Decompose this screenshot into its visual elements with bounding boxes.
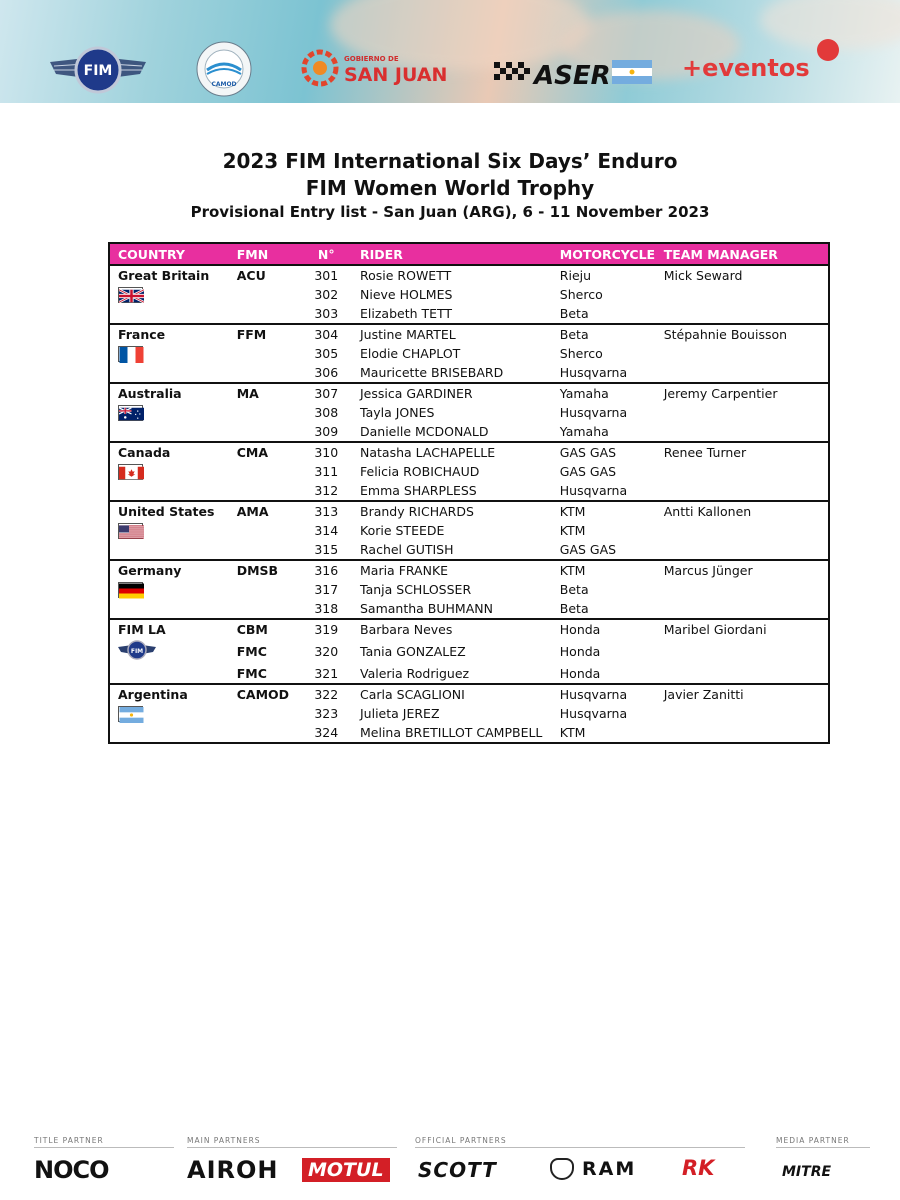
table-row <box>109 704 829 723</box>
team-manager-cell: Mick Seward <box>658 265 829 285</box>
rider-name-cell: Felicia ROBICHAUD <box>360 464 480 479</box>
media-partner-section <box>776 1136 870 1148</box>
entry-number-cell: 314 <box>314 523 339 538</box>
team-manager-cell <box>658 723 829 743</box>
rider-name-cell: Elodie CHAPLOT <box>360 346 461 361</box>
country-cell <box>109 664 229 684</box>
team-manager-cell <box>658 580 829 599</box>
rider-name-cell: Justine MARTEL <box>352 324 554 344</box>
motorcycle-cell: Husqvarna <box>559 365 628 380</box>
svg-text:+eventos: +eventos <box>682 54 810 82</box>
country-cell: Great Britain <box>109 265 229 285</box>
motorcycle-cell: Honda <box>559 666 601 681</box>
svg-text:CAMOD: CAMOD <box>211 81 237 88</box>
fmn-cell: FFM <box>229 324 301 344</box>
fmn-cell <box>229 462 301 481</box>
rider-name-cell: Melina BRETILLOT CAMPBELL <box>360 725 543 740</box>
motorcycle-cell: Yamaha <box>559 424 609 439</box>
table-row <box>109 304 829 324</box>
motorcycle-cell: KTM <box>554 560 658 580</box>
scott-logo: SCOTT <box>418 1158 497 1182</box>
table-header-row <box>109 243 829 265</box>
table-row <box>109 285 829 304</box>
fmn-cell: CMA <box>229 442 301 462</box>
fmn-cell: MA <box>229 383 301 403</box>
fim-logo <box>48 44 148 96</box>
col-header-fmn: FMN <box>229 243 301 265</box>
rider-name-cell: Barbara Neves <box>352 619 554 639</box>
col-header-number: N° <box>301 243 352 265</box>
entry-number-cell: 319 <box>301 619 352 639</box>
country-cell <box>109 344 229 363</box>
rider-name-cell: Tanja SCHLOSSER <box>360 582 472 597</box>
rider-name-cell: Emma SHARPLESS <box>360 483 477 498</box>
fmn-cell <box>229 723 301 743</box>
rider-name-cell: Rosie ROWETT <box>352 265 554 285</box>
fimla-flag-icon <box>118 639 156 664</box>
entry-number-cell: 302 <box>314 287 339 302</box>
country-cell <box>109 462 229 481</box>
entry-number-cell: 305 <box>314 346 339 361</box>
country-cell <box>109 580 229 599</box>
country-cell <box>109 521 229 540</box>
official-partners-label: OFFICIAL PARTNERS <box>415 1136 745 1148</box>
table-row <box>109 501 829 521</box>
table-row <box>109 560 829 580</box>
fmn-cell <box>229 344 301 363</box>
motorcycle-cell: Rieju <box>554 265 658 285</box>
team-manager-cell: Renee Turner <box>658 442 829 462</box>
country-cell: France <box>109 324 229 344</box>
fmn-cell: CBM <box>229 619 301 639</box>
fmn-cell <box>229 580 301 599</box>
team-manager-cell: Antti Kallonen <box>658 501 829 521</box>
motorcycle-cell: KTM <box>554 501 658 521</box>
col-header-rider: RIDER <box>352 243 554 265</box>
entry-number-cell: 320 <box>314 644 339 659</box>
motorcycle-cell: Sherco <box>559 346 603 361</box>
entry-number-cell: 308 <box>314 405 339 420</box>
team-manager-cell <box>658 344 829 363</box>
entry-number-cell: 311 <box>314 464 339 479</box>
svg-text:FIM: FIM <box>83 63 113 79</box>
entry-number-cell: 316 <box>301 560 352 580</box>
entry-number-cell: 307 <box>301 383 352 403</box>
motorcycle-cell: Sherco <box>559 287 603 302</box>
rider-name-cell: Jessica GARDINER <box>352 383 554 403</box>
team-manager-cell <box>658 481 829 501</box>
entry-list-subtitle: Provisional Entry list - San Juan (ARG), 6 - 11 November 2023 <box>190 203 710 221</box>
rider-name-cell: Rachel GUTISH <box>360 542 454 557</box>
fmn-cell: FMC <box>236 666 267 681</box>
motorcycle-cell: Beta <box>559 306 589 321</box>
rider-name-cell: Nieve HOLMES <box>360 287 453 302</box>
table-row <box>109 481 829 501</box>
rider-name-cell: Valeria Rodriguez <box>360 666 470 681</box>
rider-name-cell: Carla SCAGLIONI <box>352 684 554 704</box>
col-header-motorcycle: MOTORCYCLE <box>554 243 658 265</box>
country-cell: Australia <box>109 383 229 403</box>
motorcycle-cell: Husqvarna <box>559 405 628 420</box>
title-block <box>0 148 900 222</box>
country-cell <box>109 599 229 619</box>
rider-name-cell: Natasha LACHAPELLE <box>352 442 554 462</box>
country-cell <box>109 540 229 560</box>
rider-name-cell: Tayla JONES <box>360 405 435 420</box>
entry-number-cell: 323 <box>314 706 339 721</box>
aser-logo <box>494 56 656 90</box>
entry-number-cell: 301 <box>301 265 352 285</box>
partners-footer <box>0 1136 900 1200</box>
team-manager-cell <box>658 363 829 383</box>
airoh-logo: AIROH <box>187 1156 279 1184</box>
motorcycle-cell: Beta <box>559 582 589 597</box>
ar-flag-icon <box>118 706 143 722</box>
country-cell: FIM LA <box>109 619 229 639</box>
fmn-cell <box>229 481 301 501</box>
table-row <box>109 540 829 560</box>
fmn-cell: ACU <box>229 265 301 285</box>
team-manager-cell: Jeremy Carpentier <box>658 383 829 403</box>
motorcycle-cell: Beta <box>554 324 658 344</box>
rider-name-cell: Korie STEEDE <box>360 523 445 538</box>
country-cell <box>109 304 229 324</box>
motorcycle-cell: Honda <box>559 644 601 659</box>
team-manager-cell <box>658 521 829 540</box>
table-row <box>109 521 829 540</box>
event-title: 2023 FIM International Six Days’ Enduro <box>222 149 678 173</box>
motorcycle-cell: GAS GAS <box>559 542 617 557</box>
entry-number-cell: 322 <box>301 684 352 704</box>
title-partner-label: TITLE PARTNER <box>34 1136 174 1148</box>
rider-name-cell: Samantha BUHMANN <box>360 601 493 616</box>
table-row <box>109 462 829 481</box>
col-header-country: COUNTRY <box>109 243 229 265</box>
entry-number-cell: 318 <box>314 601 339 616</box>
fmn-cell <box>229 403 301 422</box>
entry-number-cell: 313 <box>301 501 352 521</box>
fmn-cell: CAMOD <box>229 684 301 704</box>
table-row <box>109 619 829 639</box>
noco-logo: NOCO <box>34 1156 109 1184</box>
fmn-cell <box>229 540 301 560</box>
team-manager-cell <box>658 403 829 422</box>
svg-text:ASER: ASER <box>534 61 611 90</box>
entry-number-cell: 312 <box>314 483 339 498</box>
motorcycle-cell: Honda <box>554 619 658 639</box>
mitre-logo: MITRE <box>782 1164 832 1180</box>
motorcycle-cell: Husqvarna <box>554 684 658 704</box>
country-cell: United States <box>109 501 229 521</box>
motorcycle-cell: KTM <box>559 523 586 538</box>
rider-name-cell: Julieta JEREZ <box>360 706 440 721</box>
entry-list-table <box>108 242 830 744</box>
table-row <box>109 580 829 599</box>
team-manager-cell <box>658 599 829 619</box>
rider-name-cell: Elizabeth TETT <box>360 306 453 321</box>
svg-text:SAN JUAN: SAN JUAN <box>344 64 448 86</box>
fmn-cell <box>229 363 301 383</box>
table-row <box>109 442 829 462</box>
motorcycle-cell: Husqvarna <box>559 483 628 498</box>
main-partners-section <box>187 1136 397 1148</box>
team-manager-cell <box>658 664 829 684</box>
team-manager-cell <box>658 639 829 664</box>
entry-number-cell: 310 <box>301 442 352 462</box>
entries-body <box>109 265 829 743</box>
country-cell: Argentina <box>109 684 229 704</box>
country-cell <box>109 363 229 383</box>
table-row <box>109 664 829 684</box>
team-manager-cell <box>658 285 829 304</box>
motorcycle-cell: GAS GAS <box>554 442 658 462</box>
col-header-team-manager: TEAM MANAGER <box>658 243 829 265</box>
table-row <box>109 383 829 403</box>
table-row <box>109 324 829 344</box>
rider-name-cell: Tania GONZALEZ <box>360 644 466 659</box>
country-cell <box>109 481 229 501</box>
table-row <box>109 363 829 383</box>
rk-logo: RK <box>682 1156 715 1180</box>
team-manager-cell: Javier Zanitti <box>658 684 829 704</box>
table-row <box>109 422 829 442</box>
team-manager-cell: Stépahnie Bouisson <box>658 324 829 344</box>
de-flag-icon <box>118 582 143 598</box>
rider-name-cell: Mauricette BRISEBARD <box>360 365 504 380</box>
au-flag-icon <box>118 405 143 421</box>
country-cell <box>109 704 229 723</box>
trophy-title: FIM Women World Trophy <box>305 176 595 200</box>
entry-number-cell: 317 <box>314 582 339 597</box>
fr-flag-icon <box>118 346 143 362</box>
svg-text:FIM: FIM <box>130 648 144 655</box>
entry-number-cell: 324 <box>314 725 339 740</box>
fmn-cell <box>229 599 301 619</box>
entry-number-cell: 304 <box>301 324 352 344</box>
fmn-cell <box>229 285 301 304</box>
fmn-cell: FMC <box>236 644 267 659</box>
fmn-cell <box>229 521 301 540</box>
team-manager-cell <box>658 304 829 324</box>
team-manager-cell <box>658 704 829 723</box>
table-row <box>109 684 829 704</box>
ca-flag-icon <box>118 464 143 480</box>
team-manager-cell <box>658 422 829 442</box>
eventos-logo <box>682 38 842 86</box>
entry-number-cell: 309 <box>314 424 339 439</box>
country-cell <box>109 639 229 664</box>
camod-logo <box>195 40 253 98</box>
table-row <box>109 403 829 422</box>
table-row <box>109 639 829 664</box>
table-row <box>109 265 829 285</box>
team-manager-cell: Marcus Jünger <box>658 560 829 580</box>
motorcycle-cell: Yamaha <box>554 383 658 403</box>
entry-number-cell: 303 <box>314 306 339 321</box>
main-partners-label: MAIN PARTNERS <box>187 1136 397 1148</box>
table-row <box>109 599 829 619</box>
rider-name-cell: Brandy RICHARDS <box>352 501 554 521</box>
svg-text:GOBIERNO DE: GOBIERNO DE <box>344 55 399 63</box>
entry-number-cell: 321 <box>314 666 339 681</box>
motorcycle-cell: Husqvarna <box>559 706 628 721</box>
san-juan-logo <box>300 48 452 88</box>
fmn-cell <box>229 704 301 723</box>
gb-flag-icon <box>118 287 143 303</box>
entry-number-cell: 306 <box>314 365 339 380</box>
fmn-cell: AMA <box>229 501 301 521</box>
title-partner-section <box>34 1136 174 1148</box>
motul-logo: MOTUL <box>302 1158 390 1182</box>
country-cell: Germany <box>109 560 229 580</box>
us-flag-icon <box>118 523 143 539</box>
fmn-cell <box>229 304 301 324</box>
team-manager-cell: Maribel Giordani <box>658 619 829 639</box>
motorcycle-cell: KTM <box>559 725 586 740</box>
table-row <box>109 344 829 363</box>
motorcycle-cell: Beta <box>559 601 589 616</box>
header-banner <box>0 0 900 103</box>
country-cell <box>109 403 229 422</box>
ram-logo: RAM <box>582 1158 637 1180</box>
motorcycle-cell: GAS GAS <box>559 464 617 479</box>
country-cell <box>109 723 229 743</box>
team-manager-cell <box>658 540 829 560</box>
country-cell <box>109 285 229 304</box>
rider-name-cell: Danielle MCDONALD <box>360 424 489 439</box>
fmn-cell: DMSB <box>229 560 301 580</box>
country-cell <box>109 422 229 442</box>
ram-head-icon <box>550 1158 574 1180</box>
entry-number-cell: 315 <box>314 542 339 557</box>
rider-name-cell: Maria FRANKE <box>352 560 554 580</box>
team-manager-cell <box>658 462 829 481</box>
official-partners-section <box>415 1136 745 1148</box>
country-cell: Canada <box>109 442 229 462</box>
media-partner-label: MEDIA PARTNER <box>776 1136 870 1148</box>
table-row <box>109 723 829 743</box>
fmn-cell <box>229 422 301 442</box>
